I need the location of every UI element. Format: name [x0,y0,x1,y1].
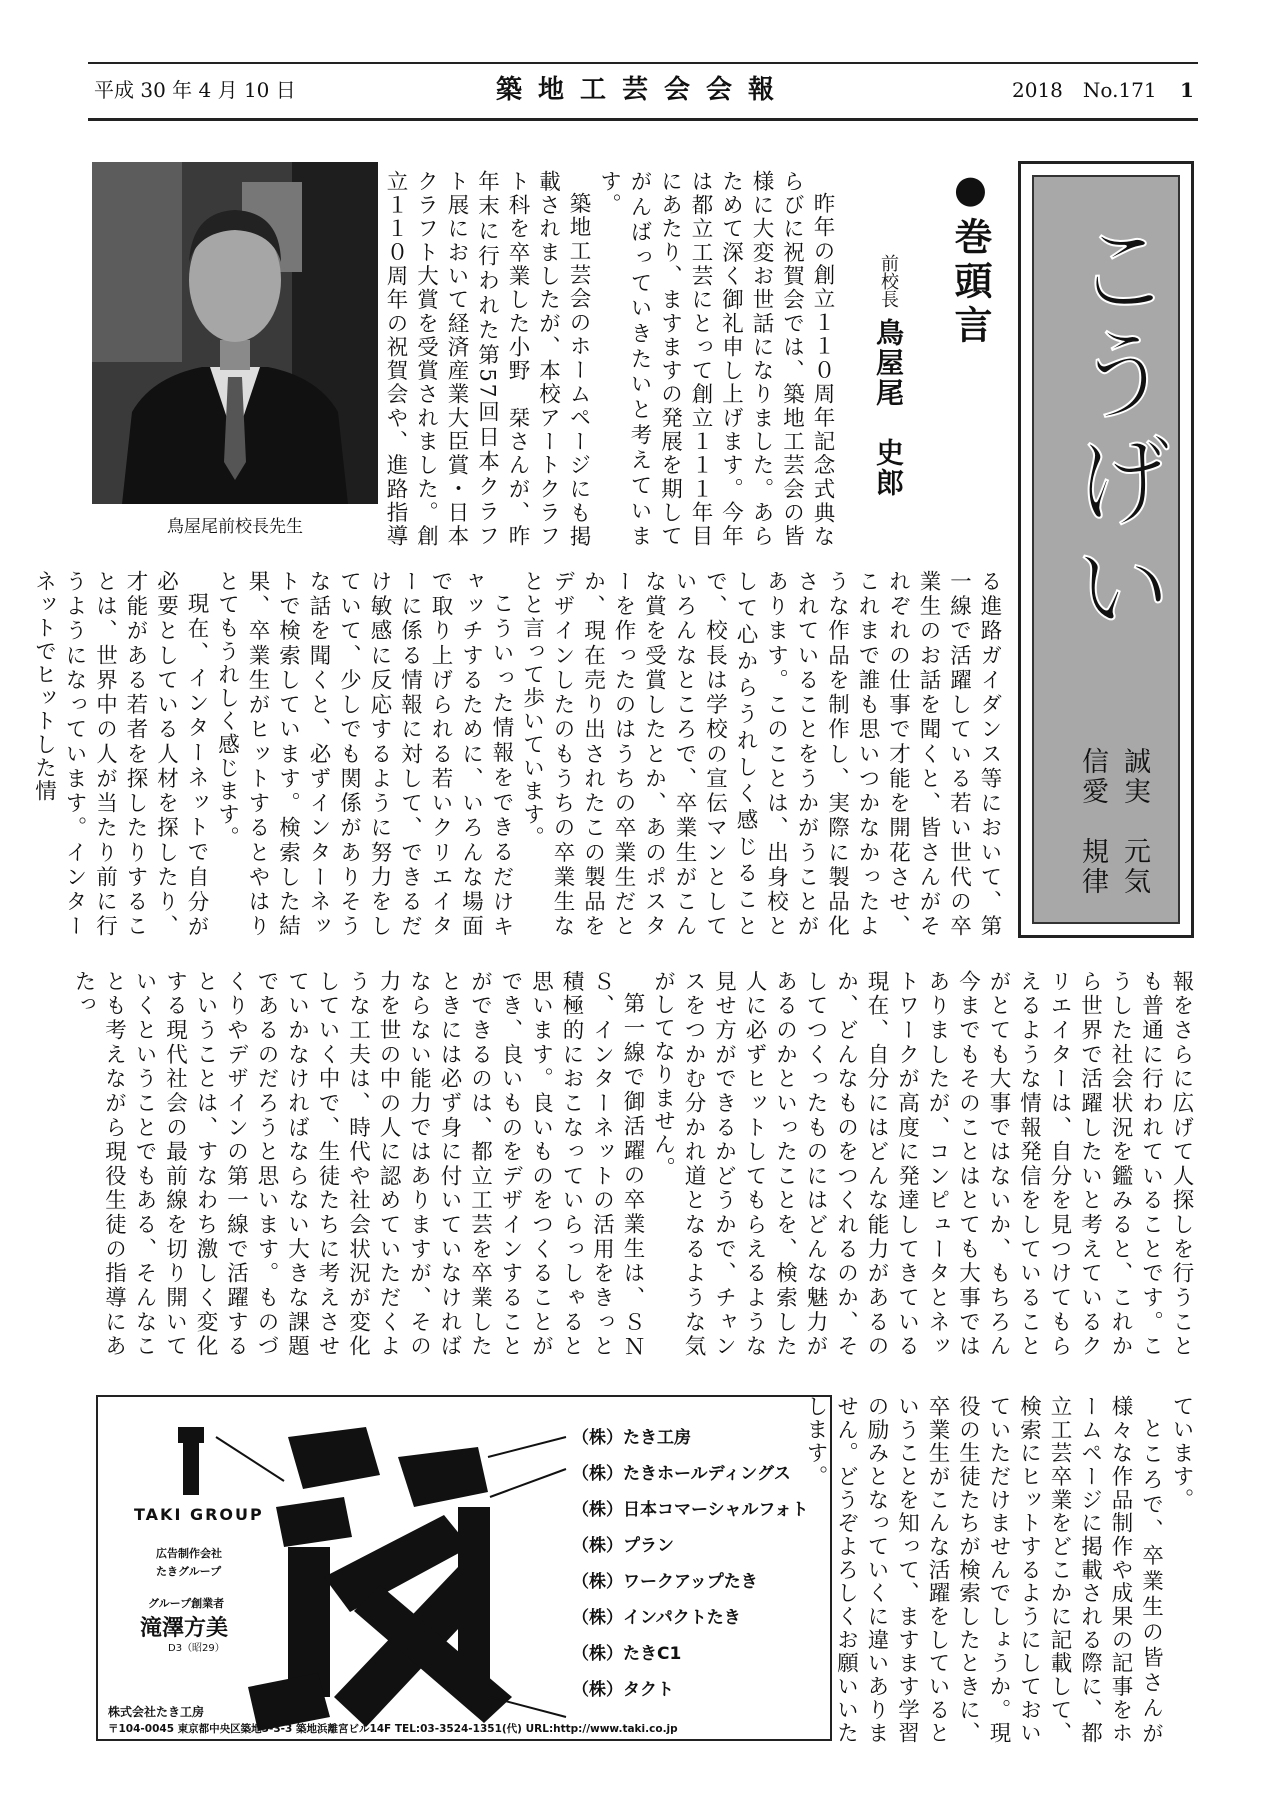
photo-caption: 鳥屋尾前校長先生 [167,517,303,537]
paragraph: こういった情報をできるだけキャッチするために、いろんな場面で取り上げられる若いクリエイターに係る情報に対して、できるだけ敏感に反応するように努力をしていて、少しでも関係がありそうな話を聞くと、必ずインターネットで検索しています。検索した結果、卒業生がヒットするとやはりとてもうれしく感じます。 [214,570,514,938]
paragraph: ところで、卒業生の皆さんが様々な作品制作や成果の記事をホームページに掲載される際に、都立工芸卒業をどこかに記載して、検索にヒットするようにしておいていただけませんでしょうか。現役の生徒たちが検索したときに、卒業生がこんな活躍をしているということを知って、ますます学習の励みとなっていくに違いありません。どうぞよろしくお願いいたします。 [803,1395,1164,1745]
ad-address: 〒104-0045 東京都中央区築地5-3-3 築地浜離宮ビル14F TEL:03-3524-1351(代) URL:http://www.taki.co.jp [108,1723,678,1735]
masthead-panel [1032,175,1180,924]
issue-date: 平成 30 年 4 月 10 日 [94,78,296,102]
motto-right: 誠実 元気 [1119,747,1150,897]
ad-company-item: （株）たきホールディングス [572,1464,791,1484]
masthead-box [1018,161,1194,938]
motto-left: 信愛 規律 [1077,747,1108,897]
masthead-title: こうげい [1056,217,1173,641]
ad-company-name: 株式会社たき工房 [108,1705,205,1719]
founder-title: グループ創業者 [148,1597,225,1610]
page-number: 1 [1180,78,1194,102]
group-name: TAKI GROUP [134,1505,264,1524]
author-name: 鳥屋尾 史郎 [872,318,905,498]
ad-company-item: （株）日本コマーシャルフォト [572,1500,809,1520]
tagline-line-1: 広告制作会社 [156,1547,222,1560]
ad-company-item: （株）タクト [572,1680,674,1700]
taki-group-ad [96,1395,832,1741]
article-block-2 [31,570,1004,938]
paragraph: 報をさらに広げて人探しを行うことも普通に行われていることです。こうした社会状況を鑑みると、これから世界で活躍したいと考えているクリエイターは、自分を見つけてもらえるような情報発信をしていることがとても大事ではないか、もちろん今までもそのことはとても大事ではありましたが、コンピュータとネットワークが高度に発達してきている現在、自分にはどんな能力があるのか、どんなものをつくれるのか、そしてつくったものにはどんな魅力があるのかといったことを、検索した人に必ずヒットしてもらえるような見せ方ができるかどうかで、チャンスをつかむ分かれ道となるような気がしてなりません。 [650,970,1194,1358]
portrait-illustration [92,162,378,504]
paragraph: ています。 [1169,1395,1194,1512]
ad-company-item: （株）ワークアップたき [572,1572,758,1592]
paragraph: 現在、インターネットで自分が必要としている人材を探したり、才能がある若者を探したりすることは、世界中の人が当たり前に行うようになっています。インターネットでヒットした情 [31,570,209,938]
newsletter-title: 築地工芸会会報 [495,75,790,105]
issue-number: 2018 No.171 [1012,78,1157,102]
ad-company-item: （株）たきC1 [572,1644,682,1664]
column-heading: ●巻頭言 [948,166,993,349]
header-bottom-rule [88,118,1198,121]
ad-company-item: （株）プラン [572,1536,674,1556]
paragraph: る進路ガイダンス等において、第一線で活躍している若い世代の卒業生のお話を聞くと、皆さんがそれぞれの仕事で才能を開花させ、これまで誰も思いつかなかったような作品を制作し、実際に製品化されていることをうかがうことがあります。このことは、出身校として心からうれしく感じることで、校長は学校の宣伝マンとしていろんなところで、卒業生がこんな賞を受賞したとか、あのポスターを作ったのはうちの卒業生だとか、現在売り出されたこの製品をデザインしたのもうちの卒業生なとと言って歩いています。 [519,570,1002,938]
paragraph: 第一線で御活躍の卒業生は、ＳＮＳ、インターネットの活用をきっと積極的におこなっていらっしゃると思います。良いものをつくることができ、良いものをデザインすることができるのは、都立工芸を卒業したときには必ず身に付いていなければならない能力ではありますが、その力を世の中の人に認めていただくような工夫は、時代や社会状況が変化していく中で、生徒たちに考えさせていかなければならない大きな課題であるのだろうと思います。ものづくりやデザインの第一線で活躍するということは、すなわち激しく変化する現代社会の最前線を切り開いていくということでもある、そんなことも考えながら現役生徒の指導にあたっ [71,970,645,1358]
principal-photo [92,162,378,504]
founder-name: 滝澤方美 [140,1616,229,1641]
paragraph: 昨年の創立１１０周年記念式典ならびに祝賀会では、築地工芸会の皆様に大変お世話になりました。あらためて深く御礼申し上げます。今年は都立工芸にとって創立１１１年目にあたり、ますますの発展を期してがんばっていきたいと考えています。 [596,170,835,548]
article-block-1 [383,170,837,548]
founder-note: D3（昭29） [168,1643,225,1654]
tagline-line-2: たきグループ [156,1565,222,1578]
paragraph: 築地工芸会のホームページにも掲載されましたが、本校アートクラフト科を卒業した小野 栞さんが、昨年末に行われた第57回日本クラフト展において経済産業大臣賞・日本クラフト大賞を受賞されました。創立１１０周年の祝賀会や、進路指導 [383,170,591,548]
author-role: 前校長 [878,254,899,308]
ad-company-item: （株）たき工房 [572,1428,691,1448]
top-rule [88,62,1198,64]
ad-company-item: （株）インパクトたき [572,1608,741,1628]
article-block-3 [71,970,1196,1358]
article-block-4 [803,1395,1196,1745]
